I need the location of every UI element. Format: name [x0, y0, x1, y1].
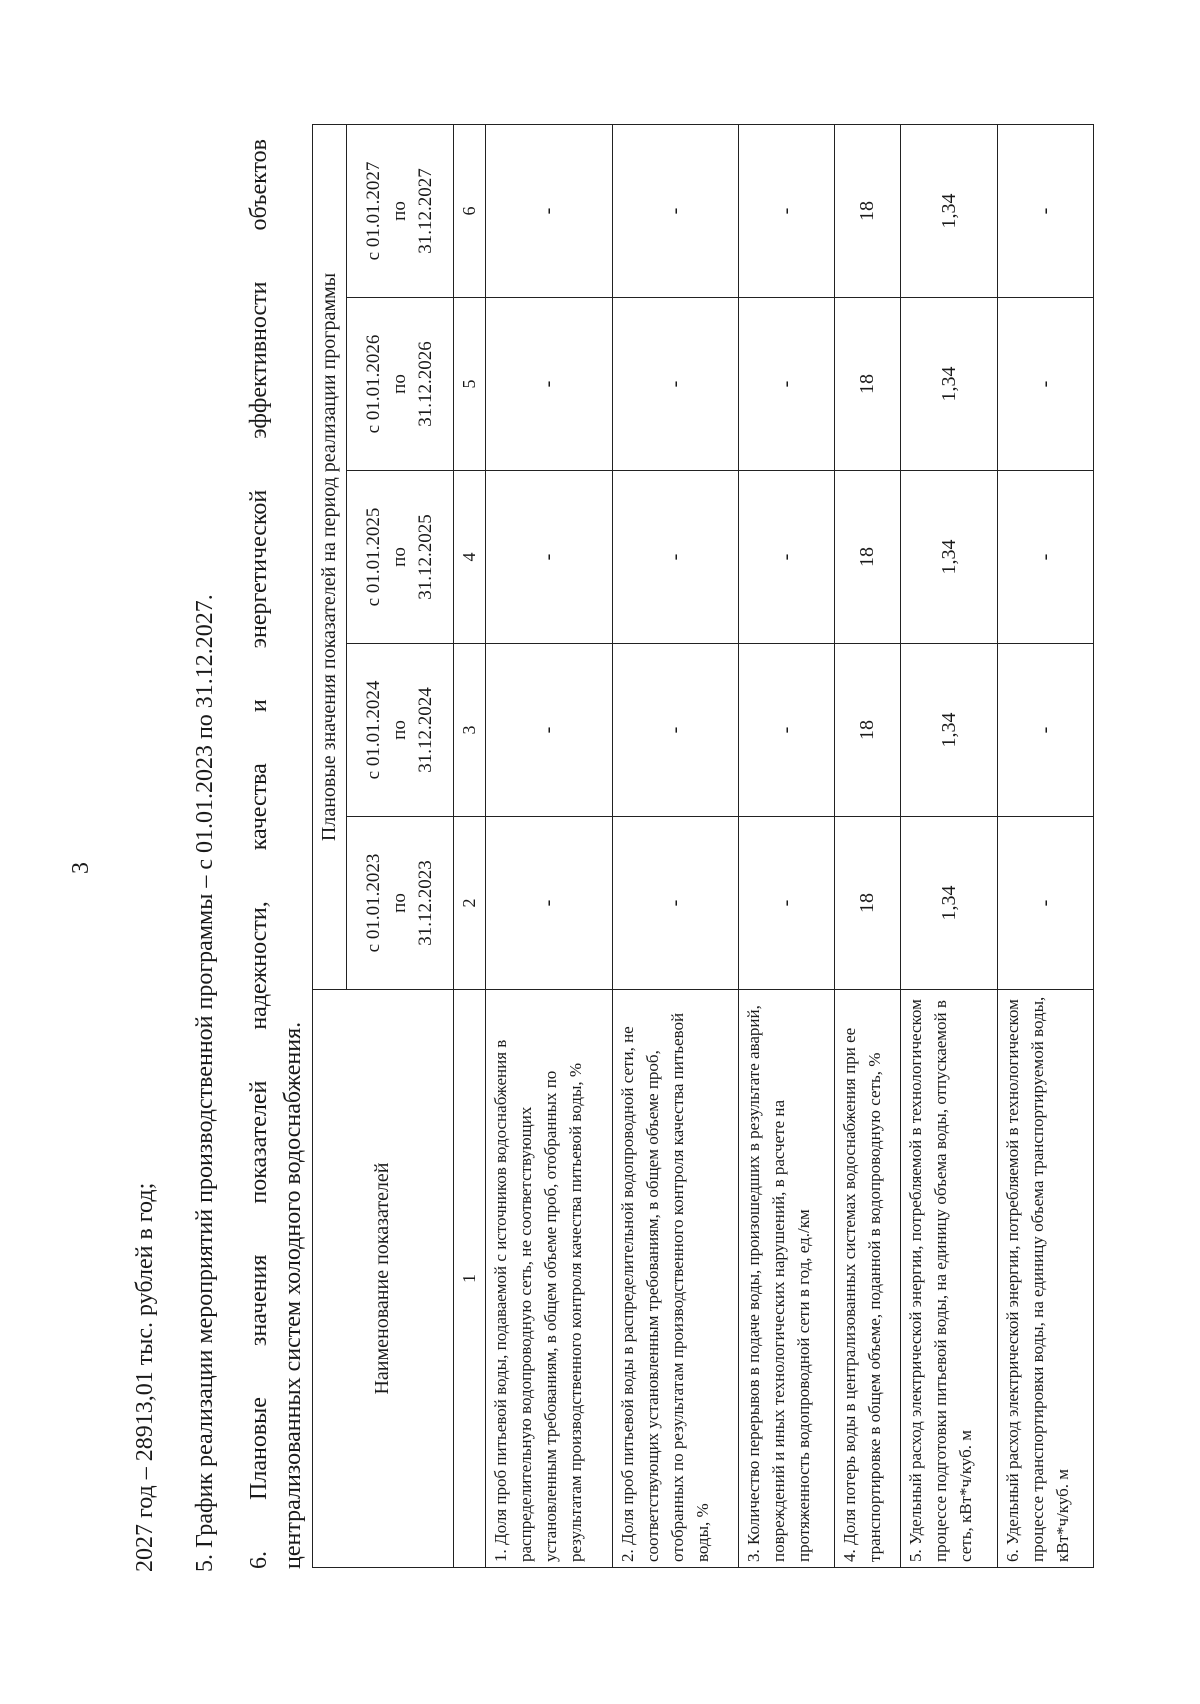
- indicator-name: 4. Доля потерь воды в централизованных системах водоснабжения при ее транспортировке в общем объеме, поданной в водопроводную сеть, %: [835, 990, 901, 1568]
- period-to: 31.12.2027: [414, 168, 436, 254]
- indicator-value: -: [612, 817, 738, 990]
- indicator-value: 1,34: [901, 644, 997, 817]
- period-po: по: [388, 720, 410, 740]
- period-to: 31.12.2026: [414, 341, 436, 427]
- column-number: 5: [453, 298, 486, 471]
- indicator-value: 1,34: [901, 471, 997, 644]
- column-number: 1: [453, 990, 486, 1568]
- indicator-value: -: [486, 124, 612, 297]
- period-to: 31.12.2024: [414, 687, 436, 773]
- period-from: с 01.01.2024: [362, 680, 384, 780]
- text-line-2027: 2027 год – 28913,01 тыс. рублей в год;: [132, 1182, 158, 1572]
- indicators-table: [312, 124, 1094, 1568]
- indicator-value: -: [612, 644, 738, 817]
- period-from: с 01.01.2027: [362, 161, 384, 261]
- section-6-heading-continued: централизованных систем холодного водоснабжения.: [280, 1021, 306, 1569]
- table-row: [738, 124, 834, 1567]
- indicator-value: -: [738, 298, 834, 471]
- period-from: с 01.01.2023: [362, 853, 384, 953]
- indicator-value: -: [738, 644, 834, 817]
- column-number: 4: [453, 471, 486, 644]
- period-po: по: [388, 893, 410, 913]
- indicator-value: -: [997, 124, 1093, 297]
- indicator-value: 18: [835, 644, 901, 817]
- indicator-name: 2. Доля проб питьевой воды в распределительной водопроводной сети, не соответствующих установленным требованиям, в общем объеме проб, отобранных по результатам производственного контроля качества питьевой воды, %: [612, 990, 738, 1568]
- indicator-value: -: [738, 124, 834, 297]
- indicator-value: -: [486, 298, 612, 471]
- period-header: [346, 471, 453, 644]
- indicator-value: 18: [835, 298, 901, 471]
- column-number: 6: [453, 124, 486, 297]
- indicator-value: -: [486, 471, 612, 644]
- table-row: [612, 124, 738, 1567]
- indicator-value: 1,34: [901, 817, 997, 990]
- table-row: [486, 124, 612, 1567]
- table-row: [901, 124, 997, 1567]
- indicator-name: 1. Доля проб питьевой воды, подаваемой с источников водоснабжения в распределительную водопроводную сеть, не соответствующих установленным требованиям, в общем объеме проб, отобранных по результатам производственного контроля качества питьевой воды, %: [486, 990, 612, 1568]
- table-row: [997, 124, 1093, 1567]
- indicator-value: -: [486, 644, 612, 817]
- indicator-name: 3. Количество перерывов в подаче воды, произошедших в результате аварий, повреждений и иных технологических нарушений, в расчете на протяженность водопроводной сети в год, ед./км: [738, 990, 834, 1568]
- indicator-value: -: [997, 298, 1093, 471]
- period-to: 31.12.2025: [414, 514, 436, 600]
- period-header: [346, 644, 453, 817]
- indicator-value: 1,34: [901, 298, 997, 471]
- indicator-value: -: [738, 471, 834, 644]
- indicator-value: -: [738, 817, 834, 990]
- indicator-value: 18: [835, 124, 901, 297]
- indicator-name: 6. Удельный расход электрической энергии, потребляемой в технологическом процессе транспортировки воды, на единицу объема транспортируемой воды, кВт*ч/куб. м: [997, 990, 1093, 1568]
- indicator-value: -: [612, 124, 738, 297]
- period-from: с 01.01.2026: [362, 334, 384, 434]
- indicator-value: -: [612, 298, 738, 471]
- period-po: по: [388, 547, 410, 567]
- period-po: по: [388, 201, 410, 221]
- name-column-header: Наименование показателей: [313, 990, 454, 1568]
- indicator-value: -: [612, 471, 738, 644]
- period-from: с 01.01.2025: [362, 507, 384, 607]
- schedule-line: 5. График реализации мероприятий производственной программы – с 01.01.2023 по 31.12.2027.: [192, 594, 218, 1572]
- indicator-value: -: [997, 644, 1093, 817]
- indicator-name: 5. Удельный расход электрической энергии, потребляемой в технологическом процессе подготовки питьевой воды, на единицу объема воды, отпускаемой в сеть, кВт*ч/куб. м: [901, 990, 997, 1568]
- indicator-value: 18: [835, 471, 901, 644]
- indicator-value: -: [486, 817, 612, 990]
- section-6-heading: 6. Плановые значения показателей надежности, качества и энергетической эффективности объектов: [246, 139, 272, 1569]
- plan-values-header: Плановые значения показателей на период реализации программы: [313, 124, 347, 989]
- column-number: 2: [453, 817, 486, 990]
- page-number: 3: [68, 862, 94, 874]
- column-number: 3: [453, 644, 486, 817]
- indicator-value: -: [997, 471, 1093, 644]
- indicator-value: 1,34: [901, 124, 997, 297]
- period-po: по: [388, 374, 410, 394]
- period-to: 31.12.2023: [414, 860, 436, 946]
- indicator-value: 18: [835, 817, 901, 990]
- period-header: [346, 298, 453, 471]
- period-header: [346, 124, 453, 297]
- indicator-value: -: [997, 817, 1093, 990]
- period-header: [346, 817, 453, 990]
- table-row: [835, 124, 901, 1567]
